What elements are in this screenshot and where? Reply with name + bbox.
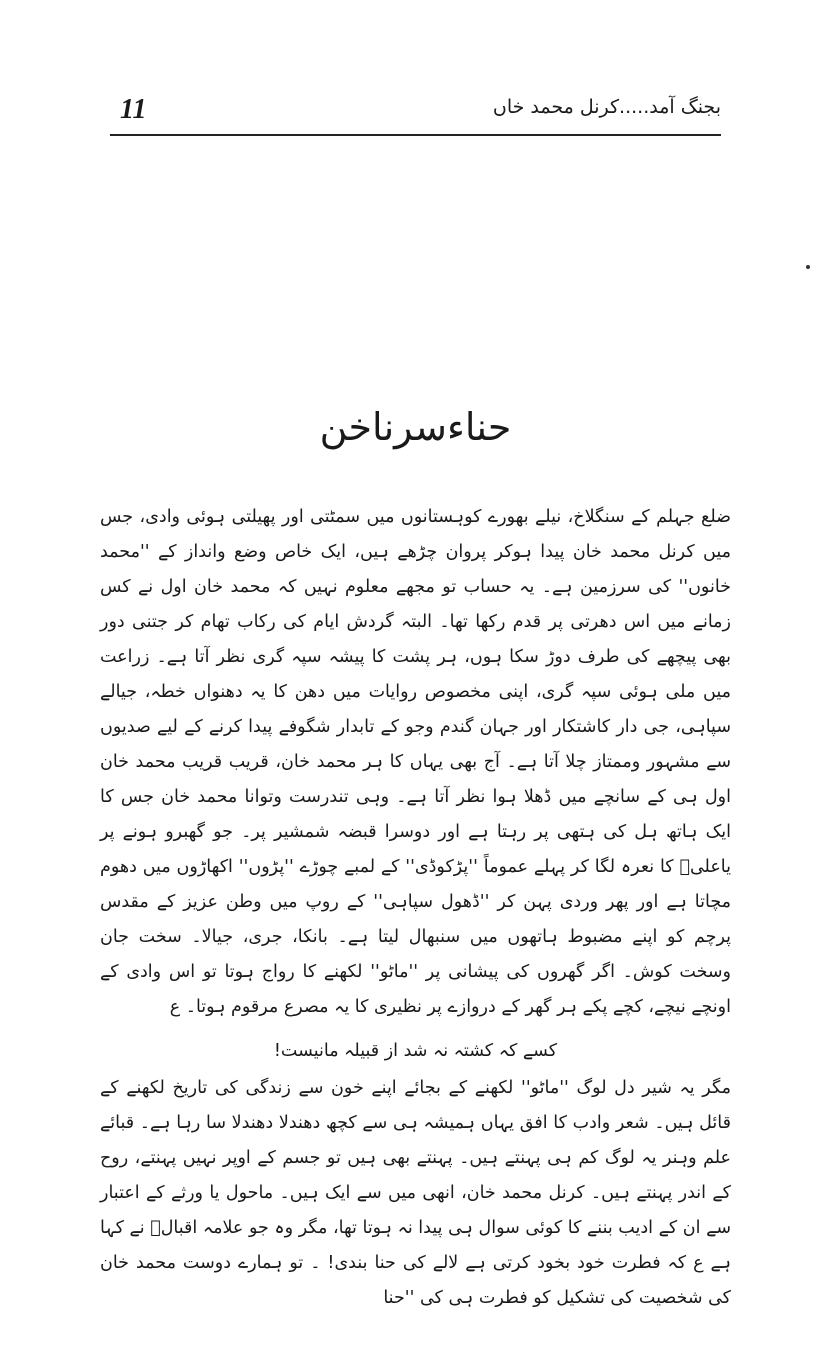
- paragraph: مگر یہ شیر دل لوگ ''ماٹو'' لکھنے کے بجائے اپنے خون سے زندگی کی تاریخ لکھنے کے قائل ہیں۔ شعر وادب کا افق یہاں ہمیشہ ہی سے کچھ دھندلا دھندلا سا رہا ہے۔ قبائے علم وہنر یہ لوگ کم ہی پہنتے ہیں۔ پہنتے بھی ہیں تو جسم کے اوپر نہیں پہنتے، روح کے اندر پہنتے ہیں۔ کرنل محمد خان، انھی میں سے ایک ہیں۔ ماحول یا ورثے کے اعتبار سے ان کے ادیب بننے کا کوئی سوال ہی پیدا نہ ہوتا تھا، مگر وہ جو علامہ اقبالؒ نے کہا ہے ع کہ فطرت خود بخود کرتی ہے لالے کی حنا بندی! ۔ تو ہمارے دوست محمد خان کی شخصیت کی تشکیل کو فطرت ہی کی ''حنا: [100, 1078, 731, 1308]
- page-number: 11: [120, 94, 147, 125]
- paragraph: ضلع جہلم کے سنگلاخ، نیلے بھورے کوہستانوں میں سمٹتی اور پھیلتی ہوئی وادی، جس میں کرنل محمد خان پیدا ہوکر پروان چڑھے ہیں، ایک خاص وضع وانداز کے ''محمد خانوں'' کی سرزمین ہے۔ یہ حساب تو مجھے معلوم نہیں کہ محمد خان اول نے کس زمانے میں اس دھرتی پر قدم رکھا تھا۔ البتہ گردش ایام کی رکاب تھام کر جتنی دور بھی پیچھے کی طرف دوڑ سکا ہوں، ہر پشت کا پیشہ سپہ گری نظر آتا ہے۔ زراعت میں ملی ہوئی سپہ گری، اپنی مخصوص روایات میں دھن کا یہ دھنواں خطہ، جیالے سپاہی، جی دار کاشتکار اور جہان گندم وجو کے تابدار شگوفے پیدا کرنے کے لیے صدیوں سے مشہور وممتاز چلا آتا ہے۔ آج بھی یہاں کا ہر محمد خان، قریب قریب محمد خان اول ہی کے سانچے میں ڈھلا ہوا نظر آتا ہے۔ وہی تندرست وتوانا محمد خان جس کا ایک ہاتھ ہل کی ہتھی پر رہتا ہے اور دوسرا قبضہ شمشیر پر۔ جو گھبرو ہونے پر یاعلیؑ کا نعرہ لگا کر پہلے عموماً ''پڑکوڈی'' کے لمبے چوڑے ''پڑوں'' اکھاڑوں میں دھوم مچاتا ہے اور پھر وردی پہن کر ''ڈھول سپاہی'' کے روپ میں وطن عزیز کے مقدس پرچم کو اپنے مضبوط ہاتھوں میں سنبھال لیتا ہے۔ بانکا، جری، جیالا۔ سخت جان وسخت کوش۔ اگر گھروں کی پیشانی پر ''ماٹو'' لکھنے کا رواج ہوتا تو اس وادی کے اونچے نیچے، کچے پکے ہر گھر کے دروازے پر نظیری کا یہ مصرع مرقوم ہوتا۔ ع: [100, 507, 731, 1017]
- stray-mark: [806, 265, 810, 269]
- running-header: [110, 86, 721, 136]
- body-text: [100, 500, 731, 1316]
- running-head-title: بجنگ آمد.....کرنل محمد خاں: [492, 96, 721, 118]
- verse-line: کسے کہ کشتہ نہ شد از قبیلہ مانیست!: [273, 1041, 558, 1061]
- chapter-title: حناءسرناخن: [319, 405, 512, 449]
